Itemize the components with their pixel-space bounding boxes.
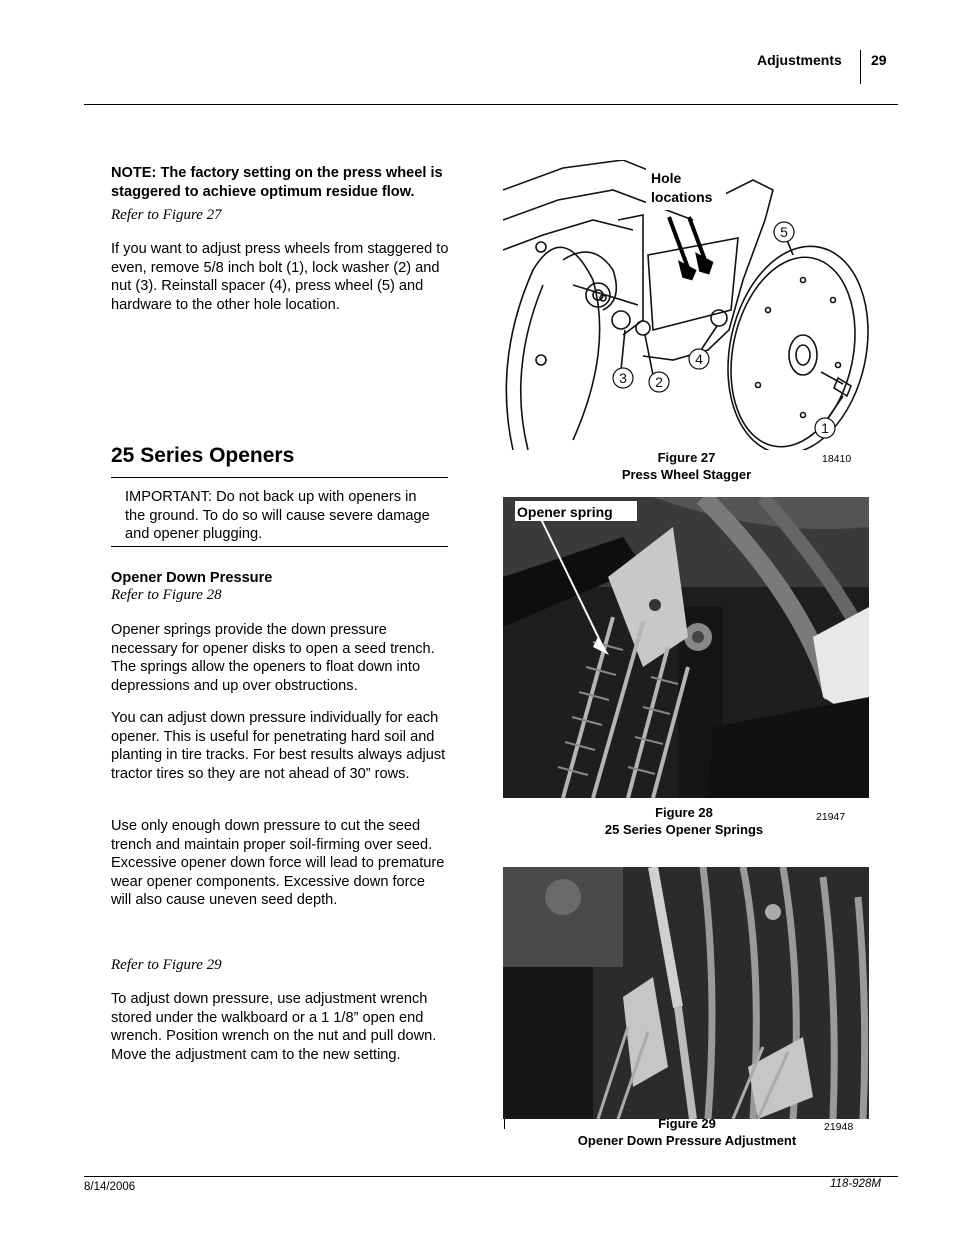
header-section: Adjustments: [757, 52, 842, 68]
label-5: 5: [780, 224, 788, 240]
label-4: 4: [695, 351, 703, 367]
section-rule-top: [111, 477, 448, 478]
subhead-down-pressure: Opener Down Pressure: [111, 570, 273, 586]
figure-28-photo: [503, 497, 869, 798]
figure-29-caption: [562, 1115, 812, 1149]
ref-figure-28: Refer to Figure 28: [111, 587, 222, 603]
opener-spring-callout: Opener spring: [517, 504, 613, 520]
press-wheel-diagram: [503, 160, 873, 450]
figure-28-title: 25 Series Opener Springs: [604, 822, 764, 837]
footer-date: 8/14/2006: [84, 1181, 136, 1193]
figure-27-title: Press Wheel Stagger: [621, 467, 752, 482]
figure-29-number: Figure 29: [658, 1116, 716, 1131]
page-number: 29: [871, 52, 887, 68]
paragraph-press-wheel: If you want to adjust press wheels from staggered to even, remove 5/8 inch bolt (1), lock washer (2) and nut (3). Reinstall spacer (4), press wheel (5) and hardware to the other hole location.: [111, 241, 449, 313]
label-1: 1: [821, 420, 829, 436]
footer-rule: [84, 1176, 898, 1177]
hole-locations-line1: Hole: [651, 170, 682, 186]
ref-figure-29: Refer to Figure 29: [111, 957, 222, 973]
figure-27-id: 18410: [822, 453, 852, 465]
footer-doc-number: 118-928M: [830, 1178, 881, 1190]
ref-figure-27: Refer to Figure 27: [111, 207, 222, 223]
figure-27-drawing: [503, 160, 873, 450]
header-divider: [860, 50, 861, 84]
figure-28-caption: [584, 804, 784, 838]
figure-27-number: Figure 27: [657, 450, 716, 465]
hole-locations-line2: locations: [651, 189, 713, 205]
figure-28-id: 21947: [816, 811, 846, 823]
figure-28-number: Figure 28: [655, 805, 713, 820]
section-rule-bottom: [111, 546, 448, 547]
label-2: 2: [655, 374, 663, 390]
important-note: IMPORTANT: Do not back up with openers in the ground. To do so will cause severe damage and opener plugging.: [125, 489, 430, 542]
opener-springs-photo: [503, 497, 869, 798]
figure-29-photo: [503, 867, 869, 1119]
paragraph-adjust-individually: You can adjust down pressure individually for each opener. This is useful for penetrating hard soil and planting in tire tracks. For best results always adjust tractor tires so they are not ahead of 30” rows.: [111, 710, 446, 782]
section-title: 25 Series Openers: [111, 444, 295, 467]
figure-29-tick: [504, 1119, 505, 1129]
paragraph-wrench: To adjust down pressure, use adjustment wrench stored under the walkboard or a 1 1/8” open end wrench. Position wrench on the nut and pull down. Move the adjustment cam to the new setting.: [111, 991, 437, 1063]
down-pressure-photo: [503, 867, 869, 1119]
figure-29-id: 21948: [824, 1121, 854, 1133]
note-text: NOTE: The factory setting on the press wheel is staggered to achieve optimum residue flow.: [111, 165, 443, 200]
paragraph-down-pressure: Use only enough down pressure to cut the seed trench and maintain proper soil-firming over seed. Excessive opener down force will lead to premature wear opener components. Excessive down force will also cause uneven seed depth.: [111, 818, 445, 908]
paragraph-springs: Opener springs provide the down pressure necessary for opener disks to open a seed trench. The springs allow the openers to float down into depressions and up over obstructions.: [111, 622, 435, 694]
figure-29-title: Opener Down Pressure Adjustment: [577, 1133, 797, 1148]
figure-27-caption: [584, 449, 789, 483]
header-rule: [84, 104, 898, 105]
label-3: 3: [619, 370, 627, 386]
